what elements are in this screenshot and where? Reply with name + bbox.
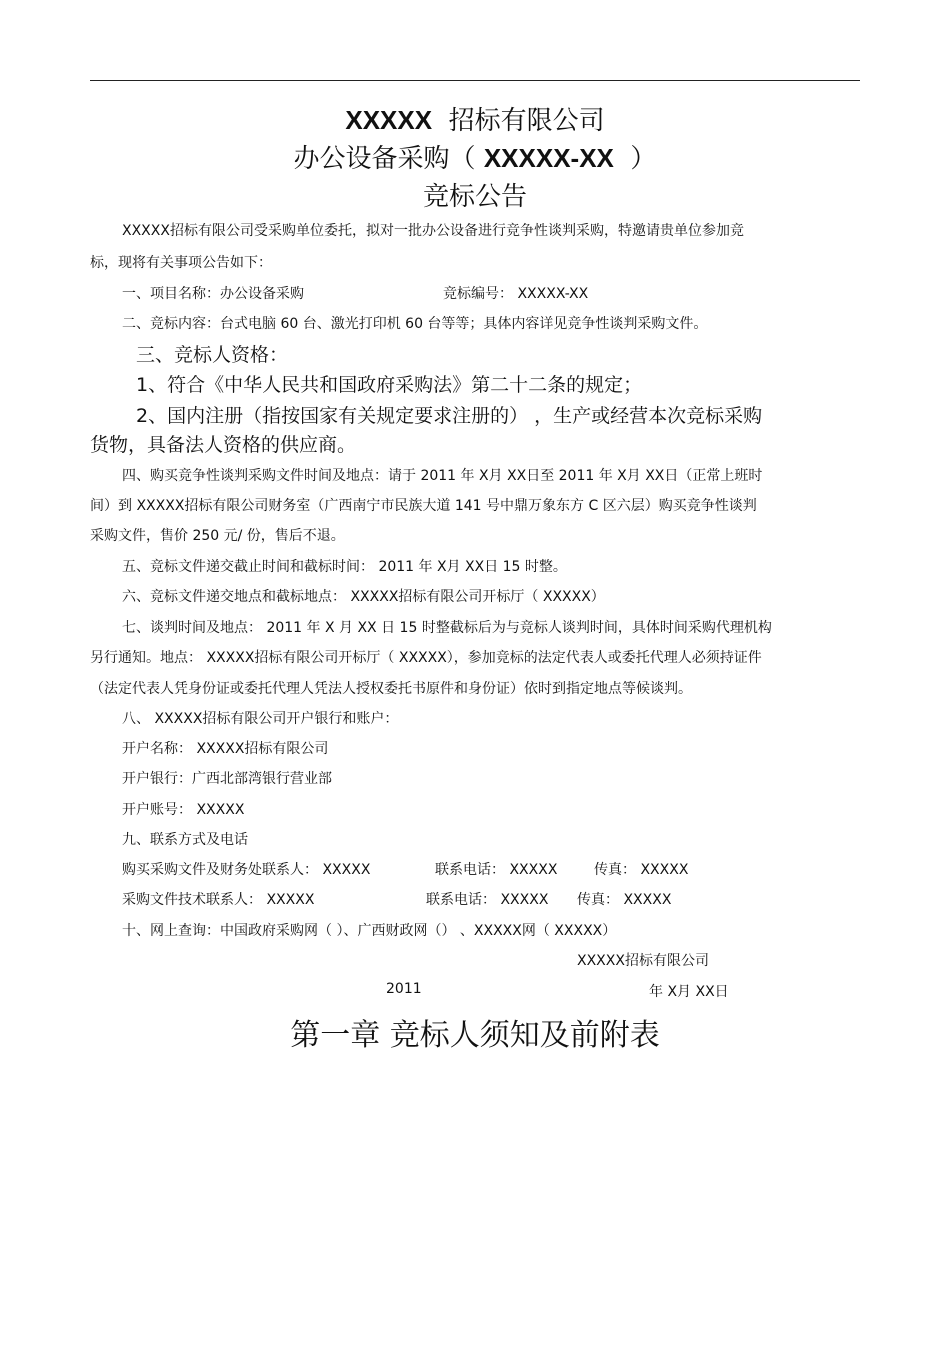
company-bold: XXXXX	[345, 105, 433, 135]
item6: 六、竞标文件递交地点和截标地点： XXXXX招标有限公司开标厅（ XXXXX）	[122, 589, 605, 605]
doc-title: 竞标公告	[422, 182, 527, 212]
project-title	[0, 138, 950, 175]
item3-2b: 货物，具备法人资格的供应商。	[90, 434, 357, 456]
tech-contact: 采购文件技术联系人： XXXXX	[122, 892, 315, 908]
item3-title: 三、竞标人资格：	[136, 344, 289, 366]
project-prefix: 办公设备采购（	[293, 144, 476, 174]
item7-line-1: 七、谈判时间及地点： 2011 年 X 月 XX 日 15 时整截标后为与竞标人谈判时间，具体时间采购代理机构	[122, 620, 772, 636]
top-rule	[90, 80, 860, 81]
intro-line-2: 标，现将有关事项公告如下：	[90, 255, 272, 271]
tech-contact-fax: 传真： XXXXX	[577, 892, 672, 908]
item3-2a: 2、国内注册（指按国家有关规定要求注册的） ，生产或经营本次竞标采购	[136, 405, 763, 427]
item1-code: 竞标编号： XXXXX-XX	[443, 286, 589, 302]
bank-account-number: 开户账号： XXXXX	[122, 802, 245, 818]
finance-contact-tel: 联系电话： XXXXX	[435, 862, 558, 878]
company-rest: 招标有限公司	[448, 106, 605, 136]
signature-date: 年 X月 XX日	[649, 984, 729, 1000]
item3-1: 1、符合《中华人民共和国政府采购法》第二十二条的规定；	[136, 374, 643, 396]
project-code: XXXXX-XX	[483, 143, 614, 173]
finance-contact-fax: 传真： XXXXX	[594, 862, 689, 878]
bank-name: 开户银行：广西北部湾银行营业部	[122, 771, 332, 787]
chapter-title: 第一章 竞标人须知及前附表	[290, 1018, 660, 1053]
finance-contact: 购买采购文件及财务处联系人： XXXXX	[122, 862, 371, 878]
intro-line-1: XXXXX招标有限公司受采购单位委托，拟对一批办公设备进行竞争性谈判采购，特邀请贵单位参加竞	[122, 223, 744, 239]
item1-name: 一、项目名称：办公设备采购	[122, 286, 304, 302]
item9-title: 九、联系方式及电话	[122, 832, 248, 848]
project-suffix: ）	[630, 144, 657, 174]
item2: 二、竞标内容：台式电脑 60 台、激光打印机 60 台等等；具体内容详见竞争性谈判采购文件。	[122, 316, 708, 332]
company-title	[0, 100, 950, 137]
item4-line-3: 采购文件，售价 250 元/ 份，售后不退。	[90, 528, 345, 544]
item7-line-2: 另行通知。地点： XXXXX招标有限公司开标厅（ XXXXX），参加竞标的法定代表人或委托代理人必须持证件	[90, 650, 762, 666]
item7-line-3: （法定代表人凭身份证或委托代理人凭法人授权委托书原件和身份证）依时到指定地点等候谈判。	[90, 681, 692, 697]
tech-contact-tel: 联系电话： XXXXX	[426, 892, 549, 908]
item10: 十、网上查询：中国政府采购网（ ）、广西财政网（） 、XXXXX网（ XXXXX）	[122, 923, 617, 939]
bank-account-name: 开户名称： XXXXX招标有限公司	[122, 741, 329, 757]
item4-line-1: 四、购买竞争性谈判采购文件时间及地点：请于 2011 年 X月 XX日至 2011 年 X月 XX日（正常上班时	[122, 468, 763, 484]
signature-year: 2011	[386, 981, 422, 997]
signature-company: XXXXX招标有限公司	[577, 953, 709, 969]
item4-line-2: 间）到 XXXXX招标有限公司财务室（广西南宁市民族大道 141 号中鼎万象东方 C 区六层）购买竞争性谈判	[90, 498, 757, 514]
item5: 五、竞标文件递交截止时间和截标时间： 2011 年 X月 XX日 15 时整。	[122, 559, 567, 575]
item8-title: 八、 XXXXX招标有限公司开户银行和账户：	[122, 711, 399, 727]
